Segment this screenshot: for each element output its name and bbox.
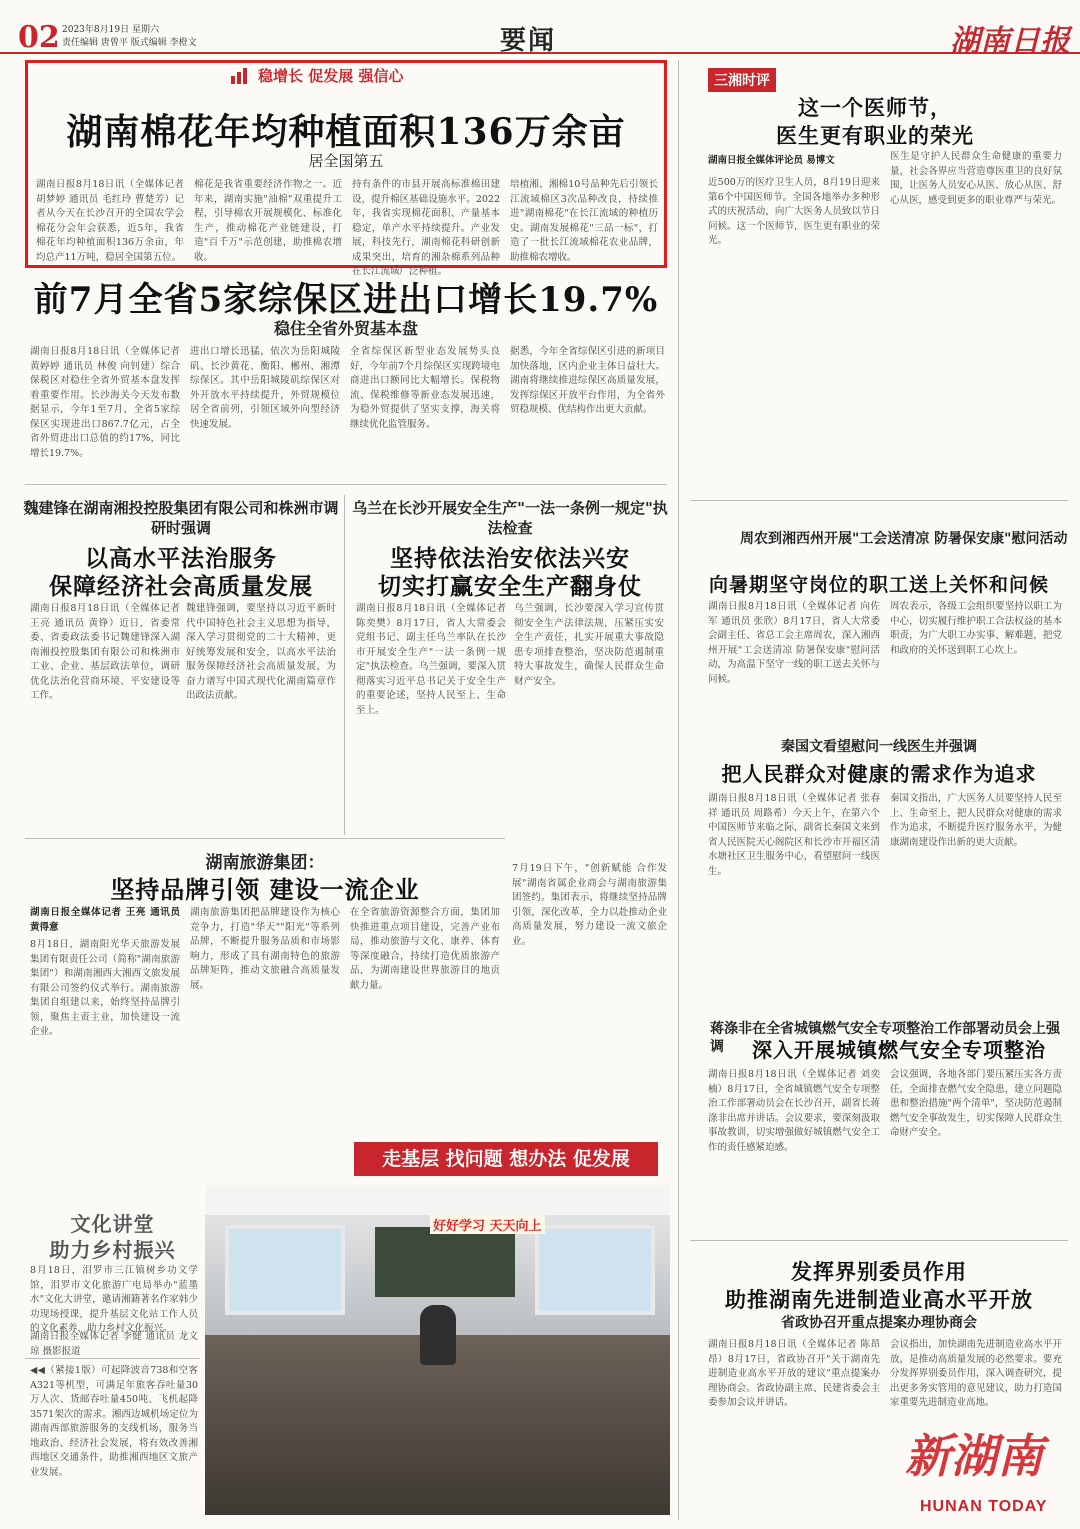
- divider: [25, 1358, 200, 1359]
- divider: [25, 838, 505, 839]
- r3-kicker: 秦国文看望慰问一线医生并强调: [781, 739, 977, 755]
- r2-col-2: 周农表示，各级工会组织要坚持以职工为中心，切实履行维护职工合法权益的基本职责，为广大职工办实事、解难题，把党和政府的关怀送到职工心坎上。: [890, 601, 1062, 656]
- a4-kicker: 乌兰在长沙开展安全生产"一法一条例一规定"执法检查: [352, 499, 668, 537]
- culture-credit: 湖南日报全媒体记者 李健 通讯员 龙文琼 摄影报道: [30, 1331, 198, 1357]
- r4-col-1: 湖南日报8月18日讯（全媒体记者 刘奕楠）8月17日，全省城镇燃气安全专项整治工作部署动员会在长沙召开，副省长蒋涤非出席并讲话。会议要求，要深刻汲取事故教训，切实增强做好城镇燃气安全工作的责任感紧迫感。: [708, 1069, 880, 1153]
- a2-col-1: 湖南日报8月18日讯（全媒体记者 黄婷婷 通讯员 林俊 向钊建）综合保税区对稳住全省外贸基本盘发挥着重要作用。长沙海关今天发布数据显示，今年1至7月，全省5家综保区实现进出口867.7亿元，占全省外贸进出口总值的约17%，同比增长19.7%。: [30, 346, 180, 459]
- watermark-logo: 新湖南: [905, 1429, 1043, 1483]
- r2-col-1: 湖南日报8月18日讯（全媒体记者 向佐军 通讯员 张欣）8月17日，省人大常委会副主任、省总工会主席周农，深入湘西州开展"工会送清凉 防暑保安康"慰问活动，为高温下坚守一线的职工送去关怀与问候。: [708, 601, 880, 685]
- a4-headline-line1: 坚持依法治安依法兴安: [390, 545, 630, 572]
- campaign-banner: 走基层 找问题 想办法 促发展: [354, 1142, 658, 1176]
- r5-headline-line1: 发挥界别委员作用: [791, 1259, 967, 1284]
- a3-headline-line1: 以高水平法治服务: [85, 545, 277, 572]
- a1-col-1: 湖南日报8月18日讯（全媒体记者 胡梦婷 通讯员 毛红玲 曹楚芳）记者从今天在长沙召开的全国农学会棉花分会年会获悉，近5年，我省棉花年均种植面积136万余亩，年均总产11万吨，稳居全国第五位。: [36, 179, 184, 263]
- r1-col-2: 医生是守护人民群众生命健康的重要力量，社会各界应当营造尊医重卫的良好氛围，让医务人员安心从医、放心从医、舒心从医，感受到更多的职业尊严与荣光。: [890, 151, 1062, 206]
- a3-col-2: 魏建锋强调，要坚持以习近平新时代中国特色社会主义思想为指导，深入学习贯彻党的二十大精神，更好统筹发展和安全，以高水平法治服务保障经济社会高质量发展，为奋力谱写中国式现代化湖南篇章作出政法贡献。: [186, 603, 336, 701]
- r1-headline-line1: 这一个医师节，: [798, 95, 952, 120]
- culture-body: 8月18日，泪罗市三江镇树乡功文学馆，泪罗市文化旅游广电局举办"蓝墨水"文化大讲堂，邀请湘籍著名作家韩少功现场授课，提升基层文化站工作人员的文化素养，助力乡村文化振兴。: [30, 1265, 198, 1334]
- a5-col-3: 在全省旅游资源整合方面，集团加快推进重点项目建设，完善产业布局，推动旅游与文化、康养、体育等深度融合，持续打造优质旅游产品，为湖南建设世界旅游目的地贡献力量。: [350, 907, 500, 991]
- r1-col-1: 近500万的医疗卫生人员，8月19日迎来第6个中国医师节。全国各地举办多种形式的庆祝活动，向广大医务人员致以节日问候。这一个医师节，医生更有职业的荣光。: [708, 177, 880, 246]
- commentary-tag: 三湘时评: [708, 68, 776, 92]
- r1-byline: 湖南日报全媒体评论员 易博文: [708, 155, 835, 166]
- page-number: 02: [18, 20, 60, 55]
- a5-col-1: 8月18日，湖南阳光华天旅游发展集团有限责任公司（简称"湖南旅游集团"）和湖南湘西大湘西文旅发展有限公司签约仪式举行。湖南旅游集团自组建以来，始终坚持品牌引领，聚焦主责主业，加快建设一流企业。: [30, 939, 180, 1037]
- classroom-photo: [205, 1185, 670, 1515]
- r3-col-1: 湖南日报8月18日讯（全媒体记者 张春祥 通讯员 周路希）今天上午，在第六个中国医师节来临之际，副省长秦国文来到省人民医院天心阁院区和长沙市开福区清水塘社区卫生服务中心，看望慰问一线医生。: [708, 793, 880, 877]
- a2-col-2: 进出口增长迅猛，依次为岳阳城陵矶、长沙黄花、衡阳、郴州、湘潭综保区。其中岳阳城陵矶综保区对外开放水平持续提升，外贸规模位居全省前列，引领区域外向型经济快速发展。: [190, 346, 340, 430]
- r3-headline: 把人民群众对健康的需求作为追求: [721, 762, 1037, 786]
- a5-col-2: 湖南旅游集团把品牌建设作为核心竞争力，打造"华天""阳光"等系列品牌，不断提升服务品质和市场影响力，形成了具有湖南特色的旅游品牌矩阵，推动文旅融合高质量发展。: [190, 907, 340, 991]
- r3-col-2: 秦国文指出，广大医务人员要坚持人民至上、生命至上，把人民群众对健康的需求作为追求，不断提升医疗服务水平，为健康湖南建设作出新的更大贡献。: [890, 793, 1062, 848]
- divider: [344, 495, 345, 835]
- r1-headline-line2: 医生更有职业的荣光: [776, 123, 974, 148]
- a1-headline: 湖南棉花年均种植面积136万余亩: [66, 111, 626, 153]
- a5-col-4: 7月19日下午，"创新赋能 合作发展"湖南省属企业商会与湖南旅游集团签约。集团表示，将继续坚持品牌引领，深化改革，全力以赴推动企业高质量发展，努力建设一流文旅企业。: [512, 863, 667, 947]
- a5-subhead: 坚持品牌引领 建设一流企业: [110, 875, 420, 904]
- r4-headline: 深入开展城镇燃气安全专项整治: [752, 1038, 1046, 1062]
- section-title: 要闻: [500, 26, 557, 56]
- a1-subhead: 居全国第五: [308, 152, 384, 170]
- r4-col-2: 会议强调，各地各部门要压紧压实各方责任，全面排查燃气安全隐患，建立问题隐患和整治措施"两个清单"，坚决防范遏制燃气安全事故发生，切实保障人民群众生命财产安全。: [890, 1069, 1062, 1138]
- r2-kicker: 周农到湘西州开展"工会送清凉 防暑保安康"慰问活动: [740, 531, 1068, 547]
- r5-col-2: 会议指出，加快湖南先进制造业高水平开放，是推动高质量发展的必然要求。要充分发挥界别委员作用，深入调查研究，提出更多务实管用的意见建议，助力打造国家重要先进制造业高地。: [890, 1339, 1062, 1408]
- a3-headline-line2: 保障经济社会高质量发展: [49, 573, 313, 600]
- divider: [25, 484, 667, 485]
- continued-body: ◀◀（紧接1版）可起降波音738和空客A321等机型，可满足年旅客吞吐量30万人次、货邮吞吐量450吨、飞机起降3571架次的需求。湘西边城机场定位为湖南西部旅游服务的支线机场，服务当地政治、经济社会发展，将有效改善湘西地区交通条件，助推湘西地区文旅产业发展。: [30, 1365, 198, 1478]
- a5-byline: 湖南日报全媒体记者 王亮 通讯员 黄得意: [30, 907, 180, 933]
- a1-col-3: 持有条件的市县开展高标准棉田建设，提升棉区基础设施水平。2022年，我省实现棉花面积、产量基本稳定，单产水平持续提升。产业发展，科技先行，湖南棉花科研创新成果突出，培育的湘杂棉系列品种在长江流域广泛种植。: [352, 179, 500, 277]
- r2-headline: 向暑期坚守岗位的职工送上关怀和问候: [708, 574, 1049, 596]
- watermark-english: HUNAN TODAY: [920, 1498, 1048, 1515]
- masthead: [0, 0, 1080, 59]
- speaker: [420, 1305, 456, 1365]
- a4-col-2: 乌兰强调，长沙要深入学习宣传贯彻安全生产法律法规，压紧压实安全生产责任，扎实开展重大事故隐患专项排查整治，坚决防范遏制重特大事故发生，确保人民群众生命财产安全。: [514, 603, 664, 687]
- ceiling: [205, 1185, 670, 1215]
- a5-headline: 湖南旅游集团：: [205, 853, 325, 873]
- a1-col-4: 培植湘、湘棉10号品种先后引领长江流域棉区3次品种改良，持续推进"湖南棉花"在长江流域的种植历史。湖南发展棉花"三品一标"，打造了一批长江流域棉花农业品牌，助推棉农增收。: [510, 179, 658, 263]
- a2-headline: 前7月全省5家综保区进出口增长19.7%: [33, 280, 659, 320]
- a2-col-3: 全省综保区新型业态发展势头良好，今年前7个月综保区实现跨境电商进出口额同比大幅增长。保税物流、保税维修等新业态发展迅速，为稳外贸提供了坚实支撑，海关将继续优化监管服务。: [350, 346, 500, 430]
- blackboard: [375, 1227, 515, 1297]
- a1-col-2: 棉花是我省重要经济作物之一。近年来，湖南实施"油棉"双重提升工程，引导棉农开展规模化、标准化生产，推动棉花产业链建设，打造"百千万"示范创建，助推棉农增收。: [194, 179, 342, 263]
- divider: [690, 1240, 1068, 1241]
- a2-subhead: 稳住全省外贸基本盘: [273, 319, 418, 338]
- r5-subhead: 省政协召开重点提案办理协商会: [781, 1315, 977, 1331]
- window: [225, 1225, 345, 1315]
- a4-col-1: 湖南日报8月18日讯（全媒体记者 陈奕樊）8月17日，省人大常委会党组书记、副主任乌兰率队在长沙市开展安全生产"一法一条例一规定"执法检查。乌兰强调，要深入贯彻落实习近平总书记关于安全生产的重要论述，坚持人民至上、生命至上。: [356, 603, 506, 716]
- window: [535, 1225, 655, 1315]
- r5-headline-line2: 助推湖南先进制造业高水平开放: [725, 1287, 1033, 1312]
- r5-col-1: 湖南日报8月18日讯（全媒体记者 陈昂昂）8月17日，省政协召开"关于湖南先进制造业高水平开放的建议"重点提案办理协商会。省政协副主席、民建省委会主委参加会议并讲话。: [708, 1339, 880, 1408]
- divider: [690, 500, 1068, 501]
- a3-kicker: 魏建锋在湖南湘投控股集团有限公司和株洲市调研时强调: [23, 499, 339, 537]
- a3-col-1: 湖南日报8月18日讯（全媒体记者 王亮 通讯员 黄铮）近日，省委常委、省委政法委书记魏建锋深入湖南湘投控股集团有限公司和株洲市工业、企业、基层政法单位，调研优化法治化营商环境、平安建设等工作。: [30, 603, 180, 701]
- paper-logo: 湖南日报: [950, 24, 1070, 59]
- culture-headline-line2: 助力乡村振兴: [49, 1238, 176, 1262]
- photo-banner: 好好学习 天天向上: [430, 1215, 545, 1234]
- date-line: 2023年8月19日 星期六 责任编辑 唐曾平 版式编辑 李橙文: [62, 25, 197, 48]
- a2-col-4: 据悉，今年全省综保区引进的新项目加快落地，区内企业主体日益壮大。湖南将继续推进综保区高质量发展，发挥综保区开放平台作用，为全省外贸稳规模、优结构作出更大贡献。: [510, 346, 665, 415]
- column-divider: [678, 60, 679, 1520]
- culture-headline-line1: 文化讲堂: [70, 1212, 155, 1236]
- slogan-text: 稳增长 促发展 强信心: [258, 67, 404, 85]
- a4-headline-line2: 切实打赢安全生产翻身仗: [378, 573, 642, 600]
- r4-kicker: 蒋涤非在全省城镇燃气安全专项整治工作部署动员会上强调: [710, 1021, 1060, 1055]
